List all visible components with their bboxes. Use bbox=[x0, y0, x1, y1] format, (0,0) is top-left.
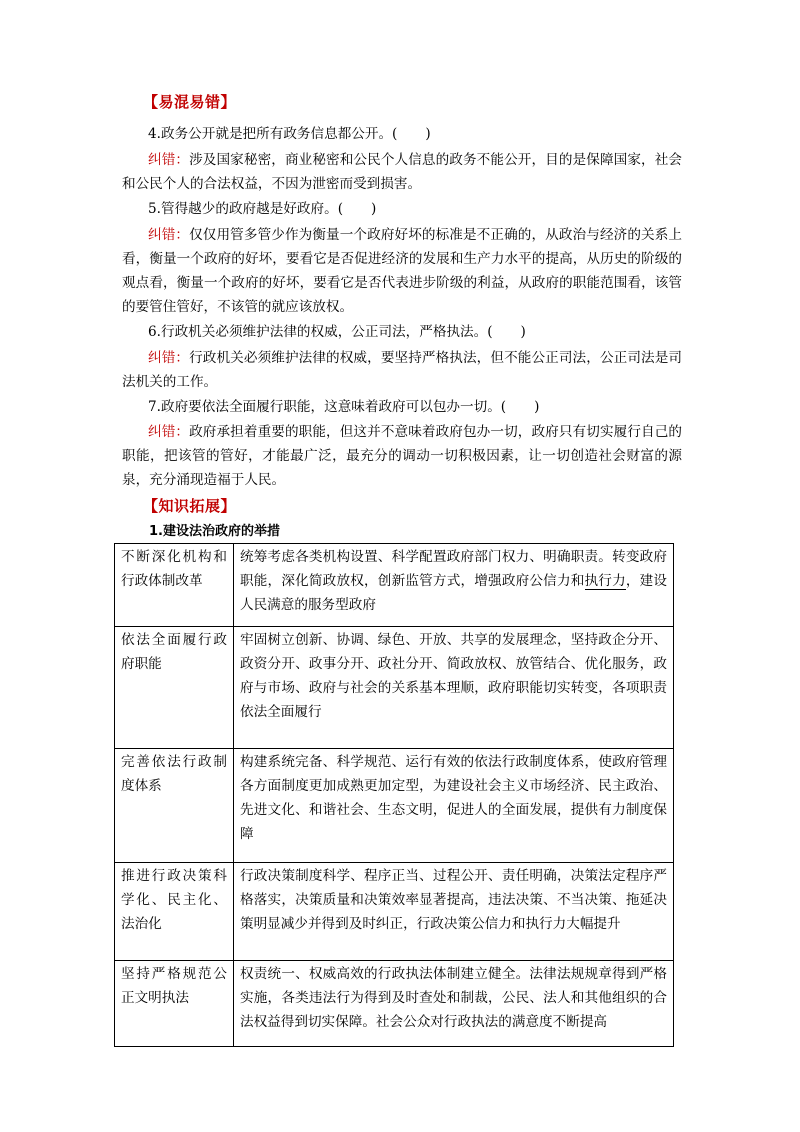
knowledge-heading: 【知识拓展】 bbox=[143, 497, 237, 515]
row-value-tail: ，建设人民满意的服务型政府 bbox=[240, 573, 668, 613]
row-key: 推进行政决策科学化、民主化、法治化 bbox=[115, 863, 234, 961]
question-text: 5.管得越少的政府越是好政府。( bbox=[148, 201, 343, 217]
row-key: 依法全面履行政府职能 bbox=[115, 627, 234, 749]
table-row bbox=[115, 863, 674, 961]
row-value: 权责统一、权威高效的行政执法体制建立健全。法律法规规章得到严格实施，各类违法行为得到及时查处和制裁，公民、法人和其他组织的合法权益得到切实保障。社会公众对行政执法的满意度不断提高 bbox=[234, 961, 674, 1047]
correction-label: 纠错： bbox=[148, 424, 190, 440]
question-4 bbox=[122, 122, 682, 146]
row-value-text: 统筹考虑各类机构设置、科学配置政府部门权力、明确职责。转变政府职能，深化简政放权，创新监管方式，增强政府公信力和 bbox=[240, 549, 667, 589]
confusion-heading: 【易混易错】 bbox=[143, 93, 237, 111]
question-text: 6.行政机关必须维护法律的权威，公正司法，严格执法。( bbox=[148, 324, 493, 340]
row-key: 完善依法行政制度体系 bbox=[115, 749, 234, 863]
measures-table bbox=[114, 543, 674, 1047]
correction-6 bbox=[122, 346, 682, 394]
correction-7 bbox=[122, 420, 682, 492]
correction-label: 纠错： bbox=[148, 227, 190, 243]
correction-5 bbox=[122, 223, 682, 319]
row-key: 不断深化机构和行政体制改革 bbox=[115, 544, 234, 627]
row-value: 构建系统完备、科学规范、运行有效的依法行政制度体系，使政府管理各方面制度更加成熟更加定型，为建设社会主义市场经济、民主政治、先进文化、和谐社会、生态文明，促进人的全面发展，提供有力制度保障 bbox=[234, 749, 674, 863]
correction-text: 政府承担着重要的职能，但这并不意味着政府包办一切，政府只有切实履行自己的职能，把该管的管好，才能最广泛，最充分的调动一切积极因素，让一切创造社会财富的源泉，充分涌现造福于人民。 bbox=[122, 424, 683, 488]
measures-subheading: 1.建设法治政府的举措 bbox=[149, 524, 280, 539]
table-row bbox=[115, 749, 674, 863]
row-key: 坚持严格规范公正文明执法 bbox=[115, 961, 234, 1047]
question-5 bbox=[122, 197, 682, 221]
question-text: 7.政府要依法全面履行职能，这意味着政府可以包办一切。( bbox=[148, 399, 507, 415]
question-close: ) bbox=[371, 201, 377, 217]
table-row bbox=[115, 544, 674, 627]
row-value: 牢固树立创新、协调、绿色、开放、共享的发展理念，坚持政企分开、政资分开、政事分开、政社分开、简政放权、放管结合、优化服务，政府与市场、政府与社会的关系基本理顺，政府职能切实转变，各项职责依法全面履行 bbox=[234, 627, 674, 749]
table-row bbox=[115, 627, 674, 749]
correction-text: 涉及国家秘密，商业秘密和公民个人信息的政务不能公开，目的是保障国家，社会和公民个人的合法权益，不因为泄密而受到损害。 bbox=[122, 152, 683, 192]
question-6 bbox=[122, 320, 682, 344]
question-close: ) bbox=[425, 126, 431, 142]
correction-label: 纠错： bbox=[148, 350, 190, 366]
correction-text: 行政机关必须维护法律的权威，要坚持严格执法，但不能公正司法，公正司法是司法机关的工作。 bbox=[122, 350, 683, 390]
question-close: ) bbox=[534, 399, 540, 415]
correction-text: 仅仅用管多管少作为衡量一个政府好坏的标准是不正确的，从政治与经济的关系上看，衡量一个政府的好坏，要看它是否促进经济的发展和生产力水平的提高，从历史的阶级的观点看，衡量一个政府的好坏，要看它是否代表进步阶级的利益，从政府的职能范围看，该管的要管住管好，不该管的就应该放权。 bbox=[122, 227, 683, 315]
row-value bbox=[234, 544, 674, 627]
question-text: 4.政务公开就是把所有政务信息都公开。( bbox=[148, 126, 398, 142]
correction-4 bbox=[122, 148, 682, 196]
underlined-term: 执行力 bbox=[584, 573, 626, 589]
question-close: ) bbox=[520, 324, 526, 340]
question-7 bbox=[122, 395, 682, 419]
table-row bbox=[115, 961, 674, 1047]
row-value: 行政决策制度科学、程序正当、过程公开、责任明确，决策法定程序严格落实，决策质量和决策效率显著提高，违法决策、不当决策、拖延决策明显减少并得到及时纠正，行政决策公信力和执行力大幅提升 bbox=[234, 863, 674, 961]
correction-label: 纠错： bbox=[148, 152, 190, 168]
